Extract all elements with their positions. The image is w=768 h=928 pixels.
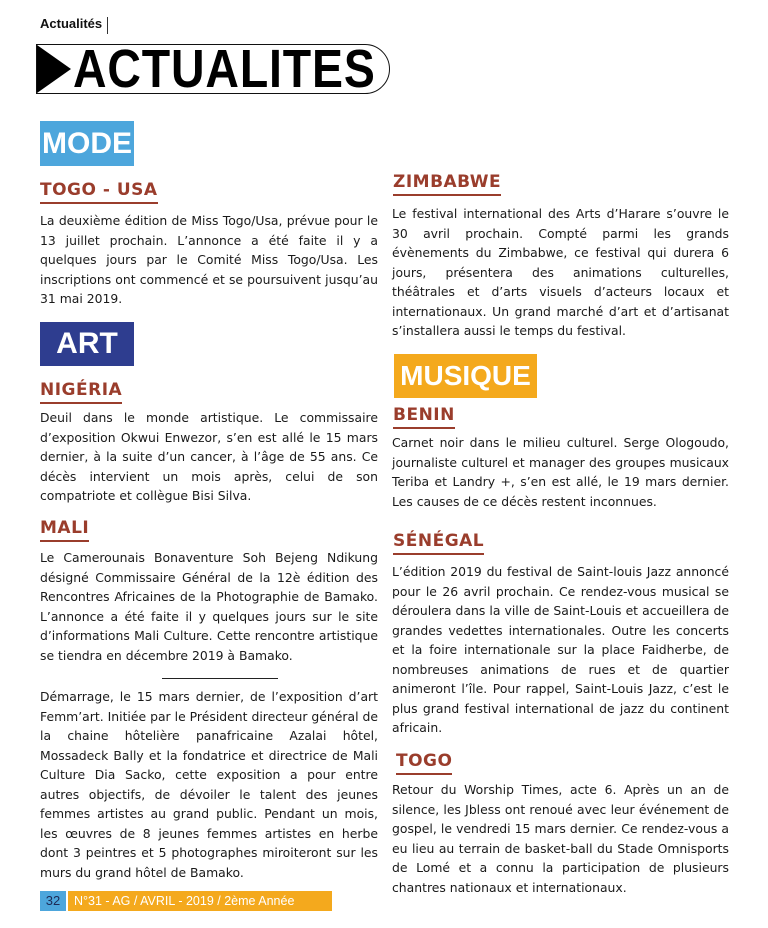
article-body-mali: Le Camerounais Bonaventure Soh Bejeng Ndikung désigné Commissaire Général de la 12è édition des Rencontres Africaines de la Photographie de Bamako. L’annonce a été faite il y quelques jours sur le site d’informations Mali Culture. Cette rencontre artistique se tiendra en décembre 2019 à Bamako. <box>40 550 378 663</box>
article-heading-togo-usa: TOGO - USA <box>40 180 158 204</box>
article-body-togo: Retour du Worship Times, acte 6. Après un an de silence, les Jbless ont renoué avec leur événement de gospel, le vendredi 15 mars dernier. Ce rendez-vous a eu lieu au terrain de basket-ball du Stade Omnisports de Lomé et a connu la participation de plusieurs chantres nationaux et internationaux. <box>392 782 729 895</box>
article-heading-mali: MALI <box>40 518 89 542</box>
article-body-nigeria: Deuil dans le monde artistique. Le commissaire d’exposition Okwui Enwezor, s’en est allé le 15 mars dernier, à la suite d’un cancer, à l’âge de 55 ans. Ce décès intervient un mois après, celui de son compatriote et collègue Bisi Silva. <box>40 410 378 503</box>
issue-info: N°31 - AG / AVRIL - 2019 / 2ème Année <box>68 891 332 911</box>
section-tag-mode: MODE <box>40 121 134 166</box>
section-tag-art: ART <box>40 322 134 366</box>
article-heading-zimbabwe: ZIMBABWE <box>393 172 501 196</box>
article-heading-senegal: SÉNÉGAL <box>393 531 484 555</box>
rubric-label: Actualités <box>40 16 103 31</box>
banner-title: ACTUALITES <box>73 44 376 94</box>
section-tag-musique: MUSIQUE <box>394 354 537 398</box>
article-heading-nigeria: NIGÉRIA <box>40 380 122 404</box>
article-divider <box>162 678 278 679</box>
rubric-divider <box>107 17 108 34</box>
article-body-senegal: L’édition 2019 du festival de Saint-louis Jazz annoncé pour le 26 avril prochain. Ce rendez-vous musical se déroulera dans la ville de Saint-Louis et accueillera de grandes vedettes internationales. Outre les concerts et la foire internationale sur la place Faidherbe, de nombreuses animations de rues et de quartier animeront l’île. Pour rappel, Saint-Louis Jazz, c’est le plus grand festival international de jazz du continent africain. <box>392 564 729 735</box>
article-body-togo-usa: La deuxième édition de Miss Togo/Usa, prévue pour le 13 juillet prochain. L’annonce a été faite il y a quelques jours par le Comité Miss Togo/Usa. Les inscriptions ont commencé et se poursuivent jusqu’au 31 mai 2019. <box>40 213 378 306</box>
article-body-mali-2: Démarrage, le 15 mars dernier, de l’exposition d’art Femm’art. Initiée par le Président directeur général de la chaine hôtelière panafricaine Azalai hôtel, Mossadeck Bally et la fondatrice et directrice de Mali Culture Dia Sacko, cette exposition a pour entre autres objectifs, de dévoiler le talent des jeunes femmes artistes au grand public. Pendant un mois, les œuvres de 8 jeunes femmes artistes en herbe dont 3 peintres et 5 photographes miroiteront sur les murs du grand hôtel de Bamako. <box>40 689 378 880</box>
section-banner <box>36 44 390 94</box>
article-heading-benin: BENIN <box>393 405 455 429</box>
article-body-benin: Carnet noir dans le milieu culturel. Serge Ologoudo, journaliste culturel et manager des groupes musicaux Teriba et Landry +, s’en est allé, le 19 mars dernier. Les causes de ce décès restent inconnues. <box>392 435 729 509</box>
article-heading-togo: TOGO <box>396 751 452 775</box>
article-body-zimbabwe: Le festival international des Arts d’Harare s’ouvre le 30 avril prochain. Compté parmi les grands évènements du Zimbabwe, ce festival qui durera 6 jours, présentera des animations culturelles, théâtrales et d’arts visuels d’acteurs locaux et internationaux. Un grand marché d’art et d’artisanat s’installera aussi le temps du festival. <box>392 206 729 338</box>
play-triangle-icon <box>37 45 71 93</box>
page-number: 32 <box>40 891 66 911</box>
